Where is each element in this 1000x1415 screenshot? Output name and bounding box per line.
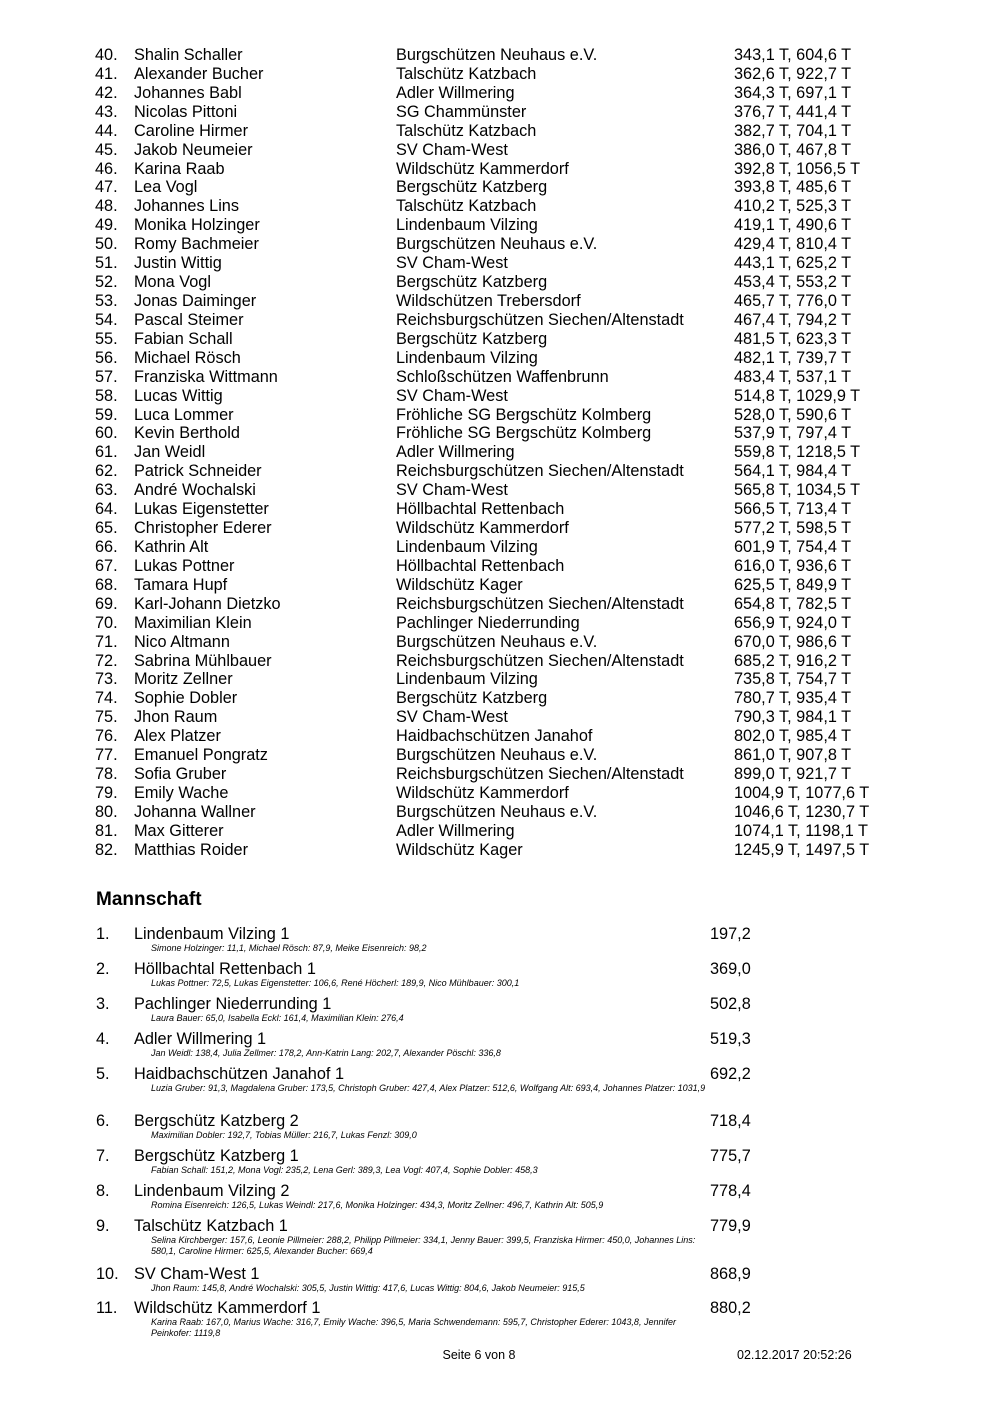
club-name: Burgschützen Neuhaus e.V. xyxy=(396,802,598,821)
club-name: Fröhliche SG Bergschütz Kolmberg xyxy=(396,424,652,443)
shooter-name: Jhon Raum xyxy=(134,708,218,727)
ranking-row xyxy=(0,595,1000,614)
club-name: Haidbachschützen Janahof xyxy=(396,727,593,746)
rank-number: 60. xyxy=(95,424,118,443)
club-name: Reichsburgschützen Siechen/Altenstadt xyxy=(396,651,684,670)
shooter-name: Justin Wittig xyxy=(134,254,222,273)
club-name: Lindenbaum Vilzing xyxy=(396,670,538,689)
score-values: 780,7 T, 935,4 T xyxy=(734,689,852,708)
ranking-row xyxy=(0,462,1000,481)
print-timestamp: 02.12.2017 20:52:26 xyxy=(737,1348,852,1362)
club-name: Wildschützen Trebersdorf xyxy=(396,291,581,310)
team-rank-number: 8. xyxy=(96,1182,110,1200)
ranking-row xyxy=(0,424,1000,443)
score-values: 654,8 T, 782,5 T xyxy=(734,594,852,613)
rank-number: 53. xyxy=(95,291,118,310)
rank-number: 58. xyxy=(95,386,118,405)
club-name: Fröhliche SG Bergschütz Kolmberg xyxy=(396,405,652,424)
shooter-name: Karl-Johann Dietzko xyxy=(134,594,281,613)
rank-number: 73. xyxy=(95,670,118,689)
rank-number: 41. xyxy=(95,64,118,83)
shooter-name: Fabian Schall xyxy=(134,329,233,348)
club-name: Reichsburgschützen Siechen/Altenstadt xyxy=(396,594,684,613)
ranking-row xyxy=(0,84,1000,103)
rank-number: 71. xyxy=(95,632,118,651)
club-name: Bergschütz Katzberg xyxy=(396,689,548,708)
score-values: 1074,1 T, 1198,1 T xyxy=(734,821,868,840)
ranking-row xyxy=(0,652,1000,671)
score-values: 386,0 T, 467,8 T xyxy=(734,140,852,159)
club-name: Burgschützen Neuhaus e.V. xyxy=(396,746,598,765)
team-name: Talschütz Katzbach 1 xyxy=(134,1217,288,1235)
shooter-name: Patrick Schneider xyxy=(134,462,262,481)
club-name: Schloßschützen Waffenbrunn xyxy=(396,367,609,386)
score-values: 429,4 T, 810,4 T xyxy=(734,235,852,254)
rank-number: 64. xyxy=(95,500,118,519)
rank-number: 80. xyxy=(95,802,118,821)
ranking-row xyxy=(0,481,1000,500)
team-rank-number: 10. xyxy=(96,1265,119,1283)
page-number: Seite 6 von 8 xyxy=(442,1348,516,1362)
ranking-row xyxy=(0,368,1000,387)
club-name: Reichsburgschützen Siechen/Altenstadt xyxy=(396,310,684,329)
shooter-name: Maximilian Klein xyxy=(134,613,252,632)
shooter-name: Mona Vogl xyxy=(134,273,211,292)
ranking-row xyxy=(0,216,1000,235)
team-rank-number: 2. xyxy=(96,960,110,978)
rank-number: 55. xyxy=(95,329,118,348)
team-member-scores: Karina Raab: 167,0, Marius Wache: 316,7, Emily Wache: 396,5, Maria Schwendemann: 595,7, Christopher Ederer: 1043,8, Jennifer Peinkofer: 1119,8 xyxy=(151,1317,676,1338)
ranking-row xyxy=(0,65,1000,84)
team-name: Lindenbaum Vilzing 1 xyxy=(134,925,290,943)
club-name: Wildschütz Kammerdorf xyxy=(396,783,569,802)
shooter-name: Johannes Babl xyxy=(134,83,242,102)
team-rank-number: 7. xyxy=(96,1147,110,1165)
rank-number: 50. xyxy=(95,235,118,254)
shooter-name: Nicolas Pittoni xyxy=(134,102,238,121)
rank-number: 48. xyxy=(95,197,118,216)
shooter-name: Michael Rösch xyxy=(134,348,241,367)
team-rank-number: 6. xyxy=(96,1112,110,1130)
shooter-name: Monika Holzinger xyxy=(134,216,260,235)
score-values: 528,0 T, 590,6 T xyxy=(734,405,852,424)
score-values: 376,7 T, 441,4 T xyxy=(734,102,852,121)
rank-number: 65. xyxy=(95,519,118,538)
club-name: Bergschütz Katzberg xyxy=(396,273,548,292)
team-score: 197,2 xyxy=(710,925,751,943)
ranking-row xyxy=(0,538,1000,557)
rank-number: 44. xyxy=(95,121,118,140)
score-values: 559,8 T, 1218,5 T xyxy=(734,443,861,462)
score-values: 625,5 T, 849,9 T xyxy=(734,575,852,594)
team-score: 779,9 xyxy=(710,1217,751,1235)
club-name: Höllbachtal Rettenbach xyxy=(396,500,565,519)
rank-number: 63. xyxy=(95,481,118,500)
club-name: Höllbachtal Rettenbach xyxy=(396,556,565,575)
ranking-row xyxy=(0,292,1000,311)
rank-number: 68. xyxy=(95,575,118,594)
ranking-row xyxy=(0,103,1000,122)
score-values: 482,1 T, 739,7 T xyxy=(734,348,852,367)
team-rank-number: 9. xyxy=(96,1217,110,1235)
ranking-row xyxy=(0,841,1000,860)
team-rank-number: 4. xyxy=(96,1030,110,1048)
team-member-scores: Fabian Schall: 151,2, Mona Vogl: 235,2, Lena Gerl: 389,3, Lea Vogl: 407,4, Sophie Dobler: 458,3 xyxy=(151,1165,538,1175)
team-section-title: Mannschaft xyxy=(96,889,202,910)
shooter-name: Emily Wache xyxy=(134,783,229,802)
rank-number: 52. xyxy=(95,273,118,292)
club-name: SV Cham-West xyxy=(396,386,508,405)
rank-number: 61. xyxy=(95,443,118,462)
ranking-row xyxy=(0,443,1000,462)
score-values: 410,2 T, 525,3 T xyxy=(734,197,852,216)
ranking-row xyxy=(0,670,1000,689)
shooter-name: Caroline Hirmer xyxy=(134,121,248,140)
score-values: 564,1 T, 984,4 T xyxy=(734,462,852,481)
team-score: 369,0 xyxy=(710,960,751,978)
rank-number: 78. xyxy=(95,765,118,784)
club-name: Talschütz Katzbach xyxy=(396,64,537,83)
shooter-name: Alex Platzer xyxy=(134,727,221,746)
shooter-name: Romy Bachmeier xyxy=(134,235,259,254)
shooter-name: Johannes Lins xyxy=(134,197,240,216)
rank-number: 46. xyxy=(95,159,118,178)
ranking-row xyxy=(0,330,1000,349)
score-values: 670,0 T, 986,6 T xyxy=(734,632,852,651)
score-values: 616,0 T, 936,6 T xyxy=(734,556,852,575)
club-name: Adler Willmering xyxy=(396,443,515,462)
rank-number: 43. xyxy=(95,102,118,121)
score-values: 899,0 T, 921,7 T xyxy=(734,765,852,784)
team-score: 718,4 xyxy=(710,1112,751,1130)
score-values: 465,7 T, 776,0 T xyxy=(734,291,852,310)
shooter-name: Christopher Ederer xyxy=(134,519,272,538)
shooter-name: Matthias Roider xyxy=(134,840,249,859)
team-name: Lindenbaum Vilzing 2 xyxy=(134,1182,290,1200)
score-values: 656,9 T, 924,0 T xyxy=(734,613,852,632)
club-name: SV Cham-West xyxy=(396,481,508,500)
score-values: 861,0 T, 907,8 T xyxy=(734,746,852,765)
club-name: Adler Willmering xyxy=(396,83,515,102)
team-name: Wildschütz Kammerdorf 1 xyxy=(134,1299,321,1317)
score-values: 685,2 T, 916,2 T xyxy=(734,651,852,670)
shooter-name: Jan Weidl xyxy=(134,443,206,462)
shooter-name: Alexander Bucher xyxy=(134,64,264,83)
score-values: 392,8 T, 1056,5 T xyxy=(734,159,861,178)
club-name: SV Cham-West xyxy=(396,140,508,159)
team-member-scores: Jan Weidl: 138,4, Julia Zellmer: 178,2, Ann-Katrin Lang: 202,7, Alexander Pöschl: 336,8 xyxy=(151,1048,501,1058)
ranking-row xyxy=(0,273,1000,292)
ranking-row xyxy=(0,784,1000,803)
shooter-name: Johanna Wallner xyxy=(134,802,256,821)
club-name: Wildschütz Kager xyxy=(396,575,523,594)
ranking-row xyxy=(0,122,1000,141)
rank-number: 51. xyxy=(95,254,118,273)
shooter-name: André Wochalski xyxy=(134,481,256,500)
rank-number: 59. xyxy=(95,405,118,424)
shooter-name: Lukas Eigenstetter xyxy=(134,500,269,519)
ranking-row xyxy=(0,311,1000,330)
team-score: 775,7 xyxy=(710,1147,751,1165)
club-name: Talschütz Katzbach xyxy=(396,197,537,216)
club-name: Lindenbaum Vilzing xyxy=(396,348,538,367)
shooter-name: Kevin Berthold xyxy=(134,424,240,443)
score-values: 481,5 T, 623,3 T xyxy=(734,329,852,348)
club-name: Reichsburgschützen Siechen/Altenstadt xyxy=(396,765,684,784)
ranking-row xyxy=(0,519,1000,538)
ranking-row xyxy=(0,576,1000,595)
team-score: 519,3 xyxy=(710,1030,751,1048)
ranking-row xyxy=(0,500,1000,519)
score-values: 802,0 T, 985,4 T xyxy=(734,727,852,746)
club-name: SV Cham-West xyxy=(396,708,508,727)
team-score: 868,9 xyxy=(710,1265,751,1283)
rank-number: 67. xyxy=(95,556,118,575)
team-member-scores: Lukas Pottner: 72,5, Lukas Eigenstetter: 106,6, René Höcherl: 189,9, Nico Mühlbauer: 300,1 xyxy=(151,978,520,988)
club-name: Lindenbaum Vilzing xyxy=(396,216,538,235)
rank-number: 76. xyxy=(95,727,118,746)
ranking-row xyxy=(0,746,1000,765)
rank-number: 81. xyxy=(95,821,118,840)
team-rank-number: 1. xyxy=(96,925,110,943)
ranking-row xyxy=(0,765,1000,784)
shooter-name: Max Gitterer xyxy=(134,821,224,840)
rank-number: 77. xyxy=(95,746,118,765)
team-member-scores: Jhon Raum: 145,8, André Wochalski: 305,5, Justin Wittig: 417,6, Lucas Wittig: 804,6, Jakob Neumeier: 915,5 xyxy=(151,1283,585,1293)
shooter-name: Jakob Neumeier xyxy=(134,140,253,159)
team-score: 778,4 xyxy=(710,1182,751,1200)
team-rank-number: 3. xyxy=(96,995,110,1013)
team-member-scores: Laura Bauer: 65,0, Isabella Eckl: 161,4, Maximilian Klein: 276,4 xyxy=(151,1013,404,1023)
club-name: Bergschütz Katzberg xyxy=(396,329,548,348)
score-values: 514,8 T, 1029,9 T xyxy=(734,386,861,405)
shooter-name: Pascal Steimer xyxy=(134,310,244,329)
shooter-name: Sofia Gruber xyxy=(134,765,227,784)
rank-number: 66. xyxy=(95,537,118,556)
score-values: 1046,6 T, 1230,7 T xyxy=(734,802,870,821)
shooter-name: Karina Raab xyxy=(134,159,225,178)
team-rank-number: 11. xyxy=(96,1299,118,1317)
score-values: 362,6 T, 922,7 T xyxy=(734,64,852,83)
shooter-name: Moritz Zellner xyxy=(134,670,233,689)
rank-number: 57. xyxy=(95,367,118,386)
score-values: 382,7 T, 704,1 T xyxy=(734,121,852,140)
rank-number: 75. xyxy=(95,708,118,727)
rank-number: 72. xyxy=(95,651,118,670)
team-name: Haidbachschützen Janahof 1 xyxy=(134,1065,344,1083)
ranking-row xyxy=(0,197,1000,216)
rank-number: 82. xyxy=(95,840,118,859)
ranking-row xyxy=(0,160,1000,179)
rank-number: 56. xyxy=(95,348,118,367)
score-values: 483,4 T, 537,1 T xyxy=(734,367,852,386)
club-name: Talschütz Katzbach xyxy=(396,121,537,140)
team-member-scores: Maximilian Dobler: 192,7, Tobias Müller: 216,7, Lukas Fenzl: 309,0 xyxy=(151,1130,417,1140)
score-values: 453,4 T, 553,2 T xyxy=(734,273,852,292)
rank-number: 54. xyxy=(95,310,118,329)
score-values: 537,9 T, 797,4 T xyxy=(734,424,852,443)
rank-number: 45. xyxy=(95,140,118,159)
ranking-row xyxy=(0,235,1000,254)
score-values: 1004,9 T, 1077,6 T xyxy=(734,783,870,802)
shooter-name: Nico Altmann xyxy=(134,632,230,651)
team-name: Höllbachtal Rettenbach 1 xyxy=(134,960,316,978)
rank-number: 47. xyxy=(95,178,118,197)
club-name: SG Chammünster xyxy=(396,102,527,121)
shooter-name: Luca Lommer xyxy=(134,405,234,424)
ranking-row xyxy=(0,46,1000,65)
score-values: 577,2 T, 598,5 T xyxy=(734,519,852,538)
club-name: Adler Willmering xyxy=(396,821,515,840)
score-values: 393,8 T, 485,6 T xyxy=(734,178,852,197)
shooter-name: Tamara Hupf xyxy=(134,575,228,594)
rank-number: 70. xyxy=(95,613,118,632)
ranking-row xyxy=(0,557,1000,576)
individual-ranking-list xyxy=(0,46,1000,860)
shooter-name: Franziska Wittmann xyxy=(134,367,278,386)
ranking-row xyxy=(0,708,1000,727)
rank-number: 69. xyxy=(95,594,118,613)
team-score: 502,8 xyxy=(710,995,751,1013)
rank-number: 42. xyxy=(95,83,118,102)
shooter-name: Lucas Wittig xyxy=(134,386,223,405)
club-name: Wildschütz Kager xyxy=(396,840,523,859)
score-values: 566,5 T, 713,4 T xyxy=(734,500,852,519)
ranking-row xyxy=(0,803,1000,822)
ranking-row xyxy=(0,387,1000,406)
club-name: Pachlinger Niederrunding xyxy=(396,613,580,632)
score-values: 790,3 T, 984,1 T xyxy=(734,708,852,727)
score-values: 1245,9 T, 1497,5 T xyxy=(734,840,870,859)
team-name: Pachlinger Niederrunding 1 xyxy=(134,995,332,1013)
ranking-row xyxy=(0,727,1000,746)
ranking-row xyxy=(0,349,1000,368)
shooter-name: Lukas Pottner xyxy=(134,556,235,575)
score-values: 467,4 T, 794,2 T xyxy=(734,310,852,329)
club-name: Wildschütz Kammerdorf xyxy=(396,519,569,538)
team-member-scores: Romina Eisenreich: 126,5, Lukas Weindl: 217,6, Monika Holzinger: 434,3, Moritz Zellner: 496,7, Kathrin Alt: 505,9 xyxy=(151,1200,604,1210)
shooter-name: Emanuel Pongratz xyxy=(134,746,268,765)
club-name: Burgschützen Neuhaus e.V. xyxy=(396,632,598,651)
club-name: Wildschütz Kammerdorf xyxy=(396,159,569,178)
score-values: 343,1 T, 604,6 T xyxy=(734,46,852,64)
team-name: Bergschütz Katzberg 1 xyxy=(134,1147,299,1165)
score-values: 601,9 T, 754,4 T xyxy=(734,537,852,556)
rank-number: 79. xyxy=(95,783,118,802)
score-values: 364,3 T, 697,1 T xyxy=(734,83,852,102)
club-name: Lindenbaum Vilzing xyxy=(396,537,538,556)
team-member-scores: Selina Kirchberger: 157,6, Leonie Pillmeier: 288,2, Philipp Pillmeier: 334,1, Jenny Bauer: 399,5, Franziska Hirmer: 450,0, Johannes Lins: 580,1, Caroline Hirmer: 625,5, Alexander Bucher: 669,4 xyxy=(151,1235,696,1256)
team-name: Adler Willmering 1 xyxy=(134,1030,267,1048)
team-member-scores: Luzia Gruber: 91,3, Magdalena Gruber: 173,5, Christoph Gruber: 427,4, Alex Platzer: 512,6, Wolfgang Alt: 693,4, Johannes Platzer: 1031,9 xyxy=(151,1083,706,1093)
club-name: Bergschütz Katzberg xyxy=(396,178,548,197)
shooter-name: Sophie Dobler xyxy=(134,689,238,708)
score-values: 735,8 T, 754,7 T xyxy=(734,670,852,689)
rank-number: 40. xyxy=(95,46,118,64)
club-name: Burgschützen Neuhaus e.V. xyxy=(396,46,598,64)
score-values: 419,1 T, 490,6 T xyxy=(734,216,852,235)
score-values: 565,8 T, 1034,5 T xyxy=(734,481,861,500)
ranking-row xyxy=(0,178,1000,197)
shooter-name: Jonas Daiminger xyxy=(134,291,257,310)
ranking-row xyxy=(0,633,1000,652)
rank-number: 74. xyxy=(95,689,118,708)
team-name: Bergschütz Katzberg 2 xyxy=(134,1112,299,1130)
club-name: SV Cham-West xyxy=(396,254,508,273)
club-name: Burgschützen Neuhaus e.V. xyxy=(396,235,598,254)
ranking-row xyxy=(0,141,1000,160)
team-score: 880,2 xyxy=(710,1299,751,1317)
ranking-row xyxy=(0,254,1000,273)
shooter-name: Sabrina Mühlbauer xyxy=(134,651,272,670)
shooter-name: Kathrin Alt xyxy=(134,537,209,556)
ranking-row xyxy=(0,614,1000,633)
rank-number: 49. xyxy=(95,216,118,235)
team-name: SV Cham-West 1 xyxy=(134,1265,260,1283)
team-score: 692,2 xyxy=(710,1065,751,1083)
team-rank-number: 5. xyxy=(96,1065,110,1083)
shooter-name: Shalin Schaller xyxy=(134,46,243,64)
ranking-row xyxy=(0,689,1000,708)
club-name: Reichsburgschützen Siechen/Altenstadt xyxy=(396,462,684,481)
ranking-row xyxy=(0,822,1000,841)
rank-number: 62. xyxy=(95,462,118,481)
score-values: 443,1 T, 625,2 T xyxy=(734,254,852,273)
team-member-scores: Simone Holzinger: 11,1, Michael Rösch: 87,9, Meike Eisenreich: 98,2 xyxy=(151,943,427,953)
ranking-row xyxy=(0,406,1000,425)
shooter-name: Lea Vogl xyxy=(134,178,198,197)
